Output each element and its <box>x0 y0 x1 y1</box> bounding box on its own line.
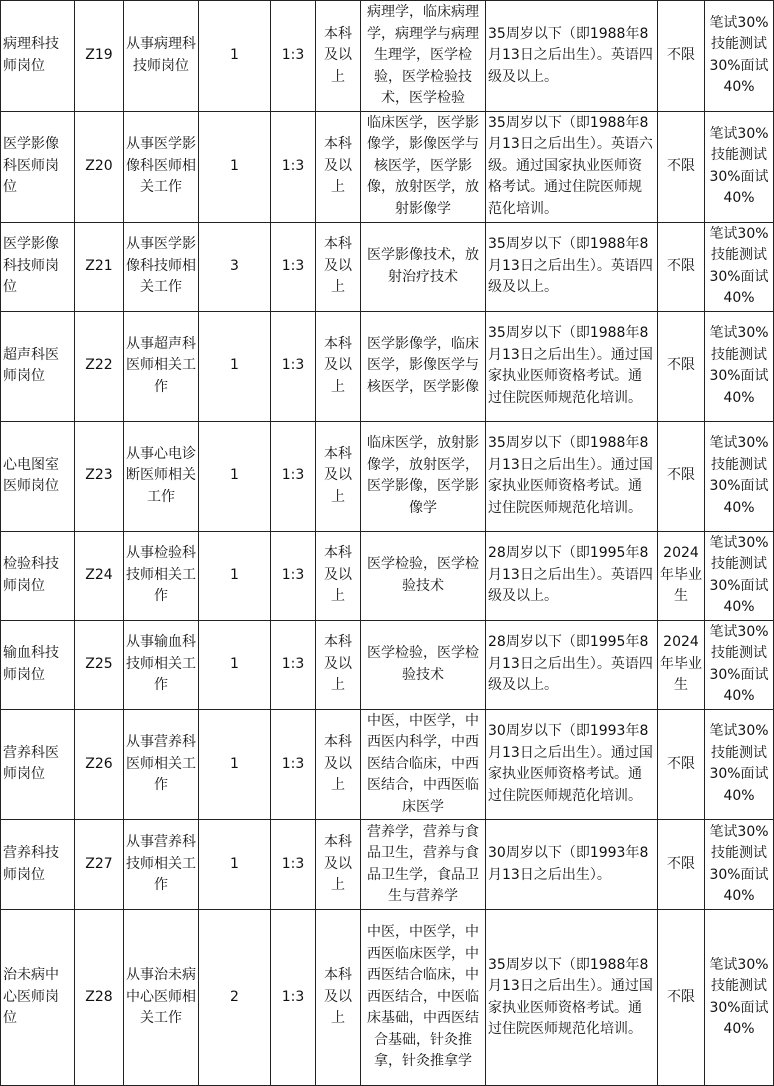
cell-major: 医学影像学，临床医学，影像医学与核医学，医学影像 <box>361 311 486 421</box>
cell-ratio: 1:3 <box>271 311 316 421</box>
cell-exam: 笔试30%技能测试30%面试40% <box>705 1 774 112</box>
cell-major: 营养学，营养与食品卫生，营养与食品卫生学，食品卫生与营养学 <box>361 820 486 910</box>
cell-hukou: 不限 <box>658 222 705 311</box>
cell-duty: 从事营养科技师相关工作 <box>124 820 199 910</box>
cell-exam: 笔试30%技能测试30%面试40% <box>705 709 774 820</box>
cell-exam: 笔试30%技能测试30%面试40% <box>705 531 774 620</box>
table-row <box>1 311 774 421</box>
cell-code: Z21 <box>75 222 124 311</box>
cell-duty: 从事病理科技师岗位 <box>124 1 199 112</box>
cell-position: 超声科医师岗位 <box>1 311 75 421</box>
cell-education: 本科及以上 <box>316 1 361 112</box>
cell-count: 3 <box>199 222 271 311</box>
cell-ratio: 1:3 <box>271 222 316 311</box>
cell-count: 1 <box>199 1 271 112</box>
cell-ratio: 1:3 <box>271 820 316 910</box>
cell-code: Z27 <box>75 820 124 910</box>
cell-requirements: 35周岁以下（即1988年8月13日之后出生）。英语六级。通过国家执业医师资格考试。通过住院医师规范化培训。 <box>486 111 658 222</box>
cell-count: 1 <box>199 820 271 910</box>
cell-education: 本科及以上 <box>316 820 361 910</box>
cell-ratio: 1:3 <box>271 1 316 112</box>
cell-count: 1 <box>199 531 271 620</box>
table-row <box>1 1 774 112</box>
cell-major: 临床医学，放射影像学，放射医学，医学影像，医学影像学 <box>361 421 486 531</box>
cell-major: 中医，中医学，中西医临床医学，中西医结合临床，中西医结合，中医临床基础，中西医结合基础，针灸推拿，针灸推拿学 <box>361 910 486 1086</box>
cell-hukou: 不限 <box>658 111 705 222</box>
cell-requirements: 28周岁以下（即1995年8月13日之后出生）。英语四级及以上。 <box>486 531 658 620</box>
cell-requirements: 28周岁以下（即1995年8月13日之后出生）。英语四级及以上。 <box>486 620 658 709</box>
cell-position: 输血科技师岗位 <box>1 620 75 709</box>
cell-major: 医学检验，医学检验技术 <box>361 620 486 709</box>
cell-position: 医学影像科技师岗位 <box>1 222 75 311</box>
cell-major: 临床医学，医学影像学，影像医学与核医学，医学影像，放射医学，放射影像学 <box>361 111 486 222</box>
cell-exam: 笔试30%技能测试30%面试40% <box>705 311 774 421</box>
cell-education: 本科及以上 <box>316 111 361 222</box>
table-row <box>1 531 774 620</box>
cell-exam: 笔试30%技能测试30%面试40% <box>705 620 774 709</box>
table-row <box>1 820 774 910</box>
cell-code: Z23 <box>75 421 124 531</box>
cell-duty: 从事医学影像科技师相关工作 <box>124 222 199 311</box>
cell-code: Z20 <box>75 111 124 222</box>
cell-education: 本科及以上 <box>316 709 361 820</box>
cell-code: Z26 <box>75 709 124 820</box>
cell-education: 本科及以上 <box>316 620 361 709</box>
cell-duty: 从事检验科技师相关工作 <box>124 531 199 620</box>
table-row <box>1 620 774 709</box>
cell-education: 本科及以上 <box>316 910 361 1086</box>
cell-position: 心电图室医师岗位 <box>1 421 75 531</box>
cell-duty: 从事心电诊断医师相关工作 <box>124 421 199 531</box>
cell-count: 1 <box>199 709 271 820</box>
cell-position: 医学影像科医师岗位 <box>1 111 75 222</box>
table-row <box>1 222 774 311</box>
cell-hukou: 不限 <box>658 820 705 910</box>
cell-code: Z19 <box>75 1 124 112</box>
table-row <box>1 910 774 1086</box>
cell-requirements: 30周岁以下（即1993年8月13日之后出生）。通过国家执业医师资格考试。通过住院医师规范化培训。 <box>486 709 658 820</box>
cell-ratio: 1:3 <box>271 709 316 820</box>
cell-education: 本科及以上 <box>316 531 361 620</box>
cell-duty: 从事治未病中心医师相关工作 <box>124 910 199 1086</box>
cell-requirements: 35周岁以下（即1988年8月13日之后出生）。通过国家执业医师资格考试。通过住院医师规范化培训。 <box>486 910 658 1086</box>
cell-position: 营养科医师岗位 <box>1 709 75 820</box>
cell-hukou: 不限 <box>658 421 705 531</box>
cell-duty: 从事营养科医师相关工作 <box>124 709 199 820</box>
cell-count: 2 <box>199 910 271 1086</box>
cell-exam: 笔试30%技能测试30%面试40% <box>705 111 774 222</box>
cell-position: 营养科技师岗位 <box>1 820 75 910</box>
cell-code: Z22 <box>75 311 124 421</box>
table-row <box>1 111 774 222</box>
cell-count: 1 <box>199 421 271 531</box>
cell-ratio: 1:3 <box>271 910 316 1086</box>
cell-count: 1 <box>199 111 271 222</box>
cell-education: 本科及以上 <box>316 421 361 531</box>
cell-requirements: 35周岁以下（即1988年8月13日之后出生）。英语四级及以上。 <box>486 222 658 311</box>
cell-duty: 从事超声科医师相关工作 <box>124 311 199 421</box>
cell-hukou: 不限 <box>658 910 705 1086</box>
cell-code: Z24 <box>75 531 124 620</box>
cell-exam: 笔试30%技能测试30%面试40% <box>705 222 774 311</box>
cell-requirements: 35周岁以下（即1988年8月13日之后出生）。通过国家执业医师资格考试。通过住院医师规范化培训。 <box>486 421 658 531</box>
cell-ratio: 1:3 <box>271 531 316 620</box>
cell-count: 1 <box>199 311 271 421</box>
cell-hukou: 不限 <box>658 311 705 421</box>
cell-major: 病理学，临床病理学，病理学与病理生理学，医学检验，医学检验技术，医学检验 <box>361 1 486 112</box>
cell-hukou: 不限 <box>658 1 705 112</box>
cell-ratio: 1:3 <box>271 111 316 222</box>
cell-duty: 从事医学影像科医师相关工作 <box>124 111 199 222</box>
cell-code: Z25 <box>75 620 124 709</box>
cell-position: 病理科技师岗位 <box>1 1 75 112</box>
cell-major: 医学检验，医学检验技术 <box>361 531 486 620</box>
cell-exam: 笔试30%技能测试30%面试40% <box>705 820 774 910</box>
table-row <box>1 709 774 820</box>
table-row <box>1 421 774 531</box>
cell-duty: 从事输血科技师相关工作 <box>124 620 199 709</box>
cell-hukou: 2024年毕业生 <box>658 620 705 709</box>
cell-position: 检验科技师岗位 <box>1 531 75 620</box>
cell-exam: 笔试30%技能测试30%面试40% <box>705 421 774 531</box>
cell-ratio: 1:3 <box>271 421 316 531</box>
cell-requirements: 35周岁以下（即1988年8月13日之后出生）。通过国家执业医师资格考试。通过住院医师规范化培训。 <box>486 311 658 421</box>
cell-requirements: 30周岁以下（即1993年8月13日之后出生）。 <box>486 820 658 910</box>
cell-position: 治未病中心医师岗位 <box>1 910 75 1086</box>
cell-hukou: 2024年毕业生 <box>658 531 705 620</box>
cell-education: 本科及以上 <box>316 311 361 421</box>
cell-major: 中医，中医学，中西医内科学，中西医结合临床，中西医结合，中西医临床医学 <box>361 709 486 820</box>
cell-code: Z28 <box>75 910 124 1086</box>
cell-requirements: 35周岁以下（即1988年8月13日之后出生）。英语四级及以上。 <box>486 1 658 112</box>
cell-count: 1 <box>199 620 271 709</box>
cell-ratio: 1:3 <box>271 620 316 709</box>
cell-education: 本科及以上 <box>316 222 361 311</box>
cell-exam: 笔试30%技能测试30%面试40% <box>705 910 774 1086</box>
cell-major: 医学影像技术，放射治疗技术 <box>361 222 486 311</box>
cell-hukou: 不限 <box>658 709 705 820</box>
